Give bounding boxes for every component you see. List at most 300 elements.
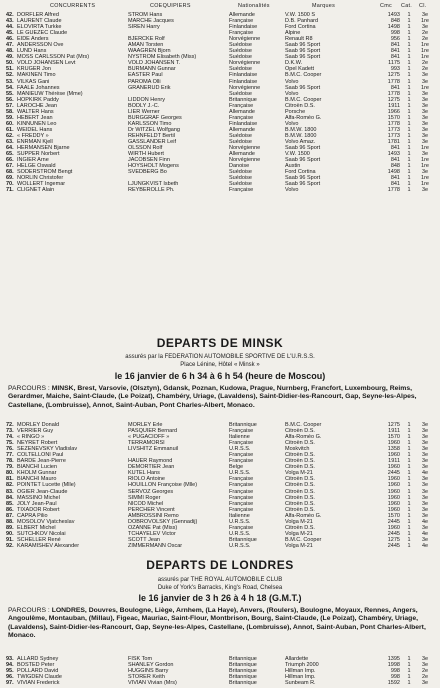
entry-number: 96. [6,674,14,681]
entry-codriver: EASTER Paul [128,72,163,79]
entry-category: 1 [407,169,411,176]
entry-make: Alfa-Roméo G. [285,434,322,441]
entry-driver: SEZENEVSKY Vladislav [17,446,78,453]
entry-class: 3e [421,114,429,121]
entry-class: 4e [421,530,429,537]
header-coequipiers: COEQUIPIERS [150,3,191,9]
entry-category: 1 [407,464,411,471]
entry-codriver: ZIMMERMANN Oscar [128,542,183,549]
entry-codriver: NICOD Michel [128,500,164,507]
entry-class: 3e [421,96,429,103]
entry-category: 1 [407,530,411,537]
entry-number: 69. [6,175,14,182]
entry-number: 95. [6,668,14,675]
entry-make: Saab 96 Sport [285,175,321,182]
entry-make: D.K.W. [285,60,303,67]
entry-codriver: « PUGACIOFF » [128,434,170,441]
entries-block-3 [0,656,440,686]
entry-class: 3e [421,12,429,18]
entry-codriver: LIVSHITZ Emmanuil [128,446,179,453]
entry-codriver: WIRTH Hubert [128,151,164,158]
entry-driver: MAKINEN Timo [17,72,56,79]
entry-displacement: 841 [390,54,400,61]
entry-displacement: 841 [390,48,400,55]
entry-displacement: 1395 [387,656,400,662]
entry-displacement: 1570 [387,434,400,441]
entry-displacement: 1966 [387,108,400,115]
entry-displacement: 998 [390,674,400,681]
londres-route-label: PARCOURS : [8,607,50,614]
entry-displacement: 841 [390,84,400,91]
entry-class: 3e [421,78,429,85]
entry-number: 44. [6,24,14,31]
entry-number: 73. [6,428,14,435]
entry-make: Alpine [285,30,301,37]
entry-make: B.M.C. Cooper [285,72,322,79]
entry-number: 48. [6,48,14,55]
entry-nationality: Française [229,452,254,459]
entry-row [0,187,440,193]
minsk-schedule: le 16 janvier de 6 h 34 à 6 h 54 (heure de Moscou) [114,371,326,381]
londres-schedule: le 16 janvier de 3 h 26 à 4 h 18 (G.M.T.) [138,593,302,603]
entry-displacement: 841 [390,175,400,182]
entry-nationality: Finlandaise [229,24,258,31]
entry-nationality: Danoise [229,163,250,170]
entry-number: 77. [6,452,14,459]
header-concurrents: CONCURRENTS [50,3,96,9]
entry-make: Volga M-21 [285,470,313,477]
entry-make: Saab 96 Sport [285,84,321,91]
entry-number: 70. [6,181,14,188]
entry-codriver: TERRAMORSI [128,440,165,447]
entry-codriver: GRANERUD Erik [128,84,171,91]
entry-number: 76. [6,446,14,453]
entry-number: 58. [6,108,14,115]
entry-nationality: Française [229,440,254,447]
entry-nationality: Britannique [229,656,257,662]
entry-number: 53. [6,78,14,85]
entry-driver: DORFLER Alfred [17,12,59,18]
entry-driver: HERMANSEN Bjarne [17,145,70,152]
entry-number: 60. [6,120,14,127]
entry-make: Volvo Amaz. [285,138,316,145]
entry-nationality: Suédoise [229,169,252,176]
entry-class: 3e [421,138,429,145]
entry-displacement: 1592 [387,680,400,687]
entry-driver: ALLARD Sydney [17,656,59,662]
entry-nationality: Norvégienne [229,36,261,43]
entry-class: 3e [421,108,429,115]
entry-nationality: Suédoise [229,66,252,73]
entry-codriver: SERVOZ Georges [128,488,174,495]
entry-driver: COLTELLONI Paul [17,452,64,459]
entry-driver: OGIER Jean-Claude [17,488,68,495]
entry-class: 1re [421,157,429,164]
entry-driver: VIVIAN Frederick [17,680,60,687]
entry-category: 1 [407,422,411,428]
entry-category: 1 [407,680,411,687]
entry-number: 64. [6,145,14,152]
entry-category: 1 [407,12,411,18]
entry-displacement: 1960 [387,500,400,507]
entry-displacement: 848 [390,18,400,25]
minsk-place: Place Lénine, Hôtel « Minsk » [180,362,260,368]
entry-class: 3e [421,422,429,428]
entry-nationality: U.R.S.S. [229,518,251,525]
header-cat: Cat. [401,3,413,9]
entry-driver: WOLLERT Ingemar [17,181,66,188]
entry-driver: JOLY Jean-Paul [17,500,57,507]
entry-make: Citroën D.S. [285,500,315,507]
entry-make: Ford Cortina [285,169,316,176]
entry-driver: HOPKIRK Paddy [17,96,59,103]
entry-displacement: 841 [390,145,400,152]
entry-driver: INGIER Arne [17,157,49,164]
entry-driver: CLIGNET Alain [17,187,55,194]
entry-category: 1 [407,440,411,447]
entry-nationality: Suédoise [229,181,252,188]
entry-displacement: 1570 [387,512,400,519]
entry-nationality: Suédoise [229,42,252,49]
entry-class: 1re [421,175,429,182]
entry-nationality: Italienne [229,434,250,441]
entry-make: Volvo [285,120,299,127]
entry-driver: ENRMAN Kjell [17,138,53,145]
entry-nationality: Suédoise [229,138,252,145]
entry-displacement: 1175 [388,60,400,67]
entry-category: 1 [407,132,411,139]
entry-driver: LAURENT Claude [17,18,62,25]
entry-number: 51. [6,66,14,73]
entry-codriver: HOYSHOLT Mogens [128,163,179,170]
entry-make: Citroën D.S. [285,506,315,513]
entry-codriver: NYSTROM Elisabeth (Miss) [128,54,197,61]
entry-driver: MASSINO Michel [17,494,60,501]
entry-codriver: FISK Tom [128,656,153,662]
entry-make: V.W. 1500 [285,151,310,158]
entry-category: 1 [407,24,411,31]
entry-category: 1 [407,66,411,73]
entry-category: 1 [407,30,411,37]
entry-displacement: 2445 [387,470,400,477]
header-cl: Cl. [419,3,427,9]
entry-make: B.M.C. Cooper [285,96,322,103]
entry-category: 1 [407,18,411,25]
header-nationalites: Nationalités [238,3,270,9]
entry-class: 3e [421,440,429,447]
entry-codriver: RIOLO Antoine [128,476,165,483]
entry-make: Volvo [285,187,299,194]
entry-category: 1 [407,506,411,513]
entry-class: 3e [421,494,429,501]
entry-driver: HEBERT Jean [17,114,53,121]
entry-nationality: Britannique [229,96,257,103]
entry-driver: BOSTED Peter [17,662,55,669]
entry-class: 3e [421,169,429,176]
entry-displacement: 1960 [387,464,400,471]
entry-class: 4e [421,542,429,549]
entry-nationality: Allemande [229,151,255,158]
entry-displacement: 1960 [387,494,400,501]
entry-class: 2e [421,674,429,681]
entry-row [0,543,440,549]
entry-number: 67. [6,163,14,170]
entry-make: Citroën D.S. [285,476,315,483]
entry-make: Citroën D.S. [285,482,315,489]
entry-number: 66. [6,157,14,164]
entry-codriver: LJUNGKVIST Isbeth [128,181,179,188]
entry-displacement: 1493 [387,151,400,158]
entry-number: 56. [6,96,14,103]
entry-category: 1 [407,72,411,79]
entry-number: 97. [6,680,14,687]
entry-category: 1 [407,181,411,188]
entry-class: 3e [421,187,429,194]
entry-nationality: Française [229,476,254,483]
entry-category: 1 [407,494,411,501]
entry-number: 86. [6,506,14,513]
entry-number: 74. [6,434,14,441]
entry-nationality: Finlandaise [229,120,258,127]
entry-make: Citroën D.S. [285,524,315,531]
entry-number: 78. [6,458,14,465]
entry-number: 65. [6,151,14,158]
entry-class: 3e [421,72,429,79]
entry-nationality: Belge [229,464,244,471]
entry-codriver: MARCHE Jacques [128,18,174,25]
entry-driver: ANDERSSON Ove [17,42,64,49]
entry-make: B.M.W. 1800 [285,126,317,133]
entry-driver: EIDE Anders [17,36,49,43]
entry-driver: MANIEUW Thérèse (Mme) [17,90,83,97]
entry-make: Citroën D.S. [285,102,315,109]
entry-category: 1 [407,434,411,441]
entry-number: 47. [6,42,14,49]
entry-make: Volvo [285,78,299,85]
entry-displacement: 1960 [387,452,400,459]
entry-category: 1 [407,90,411,97]
entry-nationality: Britannique [229,674,257,681]
entry-make: Saab 96 Sport [285,157,321,164]
entry-number: 42. [6,12,14,18]
entry-category: 1 [407,656,411,662]
entry-number: 72. [6,422,14,428]
entry-driver: TWIGDEN Claude [17,674,62,681]
entry-driver: SODERSTROM Bengt [17,169,73,176]
entry-category: 1 [407,542,411,549]
entry-make: B.M.W. 1800 [285,132,317,139]
entry-make: Renault R8 [285,36,313,43]
entry-class: 3e [421,90,429,97]
entry-make: Triumph 2000 [285,662,319,669]
entry-category: 1 [407,163,411,170]
entry-displacement: 1778 [387,90,400,97]
entry-codriver: STROM Hans [128,12,163,18]
entry-category: 1 [407,84,411,91]
entry-category: 1 [407,512,411,519]
entry-driver: VILKAS Gani [17,78,50,85]
entry-displacement: 2445 [387,542,400,549]
entry-displacement: 1773 [387,132,400,139]
entry-driver: KINNUNEN Leo [17,120,57,127]
entry-driver: MOSOLOV Vjatcheslav [17,518,75,525]
entry-make: V.W. 1500 S [285,12,316,18]
entry-codriver: PASQUIER Bernard [128,428,178,435]
entry-category: 1 [407,662,411,669]
entry-codriver: TCHAYELEV Victor [128,530,176,537]
entry-driver: WEIDEL Hans [17,126,53,133]
entry-driver: TIXADOR Robert [17,506,60,513]
entry-class: 2e [421,60,429,67]
entry-displacement: 1570 [387,114,400,121]
entries-block-2 [0,422,440,549]
entry-nationality: Française [229,506,254,513]
entry-class: 3e [421,464,429,471]
londres-organizer: assurés par THE ROYAL AUTOMOBILE CLUB [157,577,283,583]
entry-codriver: BURGGRAF Georges [128,114,182,121]
entry-make: Citroën D.S. [285,464,315,471]
entry-number: 45. [6,30,14,37]
entry-codriver: REHNFELDT Bertil [128,132,175,139]
entry-make: Austin [285,163,301,170]
entry-make: Volga M-21 [285,518,313,525]
londres-title: DEPARTS DE LONDRES [146,558,294,572]
entry-codriver: BJERCKE Rolf [128,36,165,43]
entry-nationality: Norvégienne [229,60,261,67]
entry-nationality: Française [229,18,254,25]
entry-driver: VOLD JOHANSEN Levt [17,60,76,67]
entry-nationality: Française [229,494,254,501]
entry-class: 3e [421,524,429,531]
entry-displacement: 998 [390,30,400,37]
entry-class: 3e [421,428,429,435]
entry-category: 1 [407,42,411,49]
entry-displacement: 1960 [387,488,400,495]
entry-displacement: 2445 [387,518,400,525]
entry-category: 1 [407,48,411,55]
entry-number: 85. [6,500,14,507]
entry-number: 59. [6,114,14,121]
entry-class: 3e [421,506,429,513]
entry-category: 1 [407,452,411,459]
entry-class: 3e [421,458,429,465]
minsk-organizer: assurés par la FEDERATION AUTOMOBILE SPORTIVE DE L'U.R.S.S. [125,354,315,360]
entry-displacement: 2445 [387,530,400,537]
entry-codriver: SCOTT Jean [128,536,160,543]
entry-make: Volvo [285,90,299,97]
entry-number: 68. [6,169,14,176]
entry-number: 79. [6,464,14,471]
entry-make: Citroën D.S. [285,494,315,501]
entry-class: 3e [421,126,429,133]
entry-number: 75. [6,440,14,447]
entry-nationality: Italienne [229,512,250,519]
entry-make: Hillman Imp. [285,674,316,681]
entry-nationality: U.R.S.S. [229,446,251,453]
entry-nationality: Norvégienne [229,145,261,152]
entry-codriver: DEMORTIER Jean [128,464,175,471]
entry-class: 1re [421,18,429,25]
entry-category: 1 [407,187,411,194]
entry-number: 63. [6,138,14,145]
entry-codriver: HUGGINS Barry [128,668,169,675]
entry-codriver: OLSSON Rolf [128,145,163,152]
entry-displacement: 841 [390,157,400,164]
entry-number: 88. [6,518,14,525]
entry-codriver: PAROMA Olli [128,78,161,85]
entry-class: 3e [421,446,429,453]
entry-codriver: LIER Werner [128,108,160,115]
entry-displacement: 956 [390,36,400,43]
entry-number: 90. [6,530,14,537]
header-cmc: Cmc [380,3,392,9]
entry-category: 1 [407,138,411,145]
entry-codriver: VIVIAN Vivian (Mrs) [128,680,177,687]
entry-make: Alfa-Roméo G. [285,114,322,121]
entry-category: 1 [407,120,411,127]
entry-displacement: 1781 [387,138,400,145]
entry-nationality: U.R.S.S. [229,470,251,477]
entry-make: Citroën D.S. [285,488,315,495]
entry-class: 3e [421,120,429,127]
entry-category: 1 [407,102,411,109]
entry-make: Saab 96 Sport [285,145,321,152]
entry-driver: NORLIN Christofer [17,175,64,182]
entry-displacement: 1911 [388,428,400,435]
entry-number: 57. [6,102,14,109]
entry-number: 50. [6,60,14,67]
entry-driver: KHOLM Gunnar [17,470,57,477]
entry-class: 3e [421,662,429,669]
entry-make: Citroën D.S. [285,458,315,465]
entry-displacement: 1911 [388,102,400,109]
entry-category: 1 [407,157,411,164]
entry-codriver: KARLSSON Timo [128,120,172,127]
entry-class: 1re [421,54,429,61]
entry-class: 3e [421,680,429,687]
entry-category: 1 [407,524,411,531]
entry-class: 1re [421,42,429,49]
entry-make: Citroën D.S. [285,440,315,447]
londres-place: Duke of York's Barracks, King's Road, Chelsea [157,585,283,591]
entry-nationality: Suédoise [229,175,252,182]
minsk-route-text: MINSK, Brest, Varsovie, (Olsztyn), Gdansk, Poznan, Kudowa, Prague, Nurnberg, Francfort, Luxembourg, Reims, Gerardmer, Maiche, Saint-Claude, (Le Poizat), Chambéry, Uriage, (Lavaldens), Saint-Didier-les-Rancourt, Gap, Seyne-les-Alpes, Castellane, (Lombruisse), Annot, Saint-Auban, Pont Charles-Albert, Monaco. [8,385,417,409]
entry-class: 3e [421,512,429,519]
entry-number: 80. [6,470,14,477]
entry-class: 3e [421,488,429,495]
entry-class: 3e [421,434,429,441]
entry-class: 3e [421,132,429,139]
entry-driver: BARDE Jean-Pierre [17,458,66,465]
londres-route-text: LONDRES, Douvres, Boulogne, Liège, Arnhem, (La Haye), Anvers, (Roulers), Boulogne, Moyaux, Rennes, Angers, Angoulême, Montauban, (Millau), Figeac, Mauriac, Saint-Flour, Montbrison, Bourg, Saint-Claude, (Le Poizat), Chambéry, Uriage, (Lavaldens), Saint-Didier-les-Rancourt, Gap, Seyne-les-Alpes, Castellane, (Lombruisse), Annot, Saint-Auban, Pont Charles-Albert, Monaco. [8,607,426,640]
entry-nationality: Finlandaise [229,72,258,79]
entry-displacement: 1778 [387,187,400,194]
entry-class: 3e [421,500,429,507]
entry-codriver: SIREN Harry [128,24,160,31]
entry-make: Saab 96 Sport [285,48,321,55]
entry-make: Sunbeam R. [285,680,316,687]
entry-nationality: Française [229,458,254,465]
entry-codriver: GASSLANDER Leif [128,138,176,145]
entry-codriver: DOBROVOLSKY (Gennadij) [128,518,198,525]
entry-class: 3e [421,24,429,31]
entry-class: 3e [421,536,429,543]
entry-codriver: BURMANN Gunnar [128,66,176,73]
entry-category: 1 [407,60,411,67]
entry-class: 2e [421,36,429,43]
entry-make: D.B. Panhard [285,18,319,25]
entry-displacement: 1778 [387,120,400,127]
